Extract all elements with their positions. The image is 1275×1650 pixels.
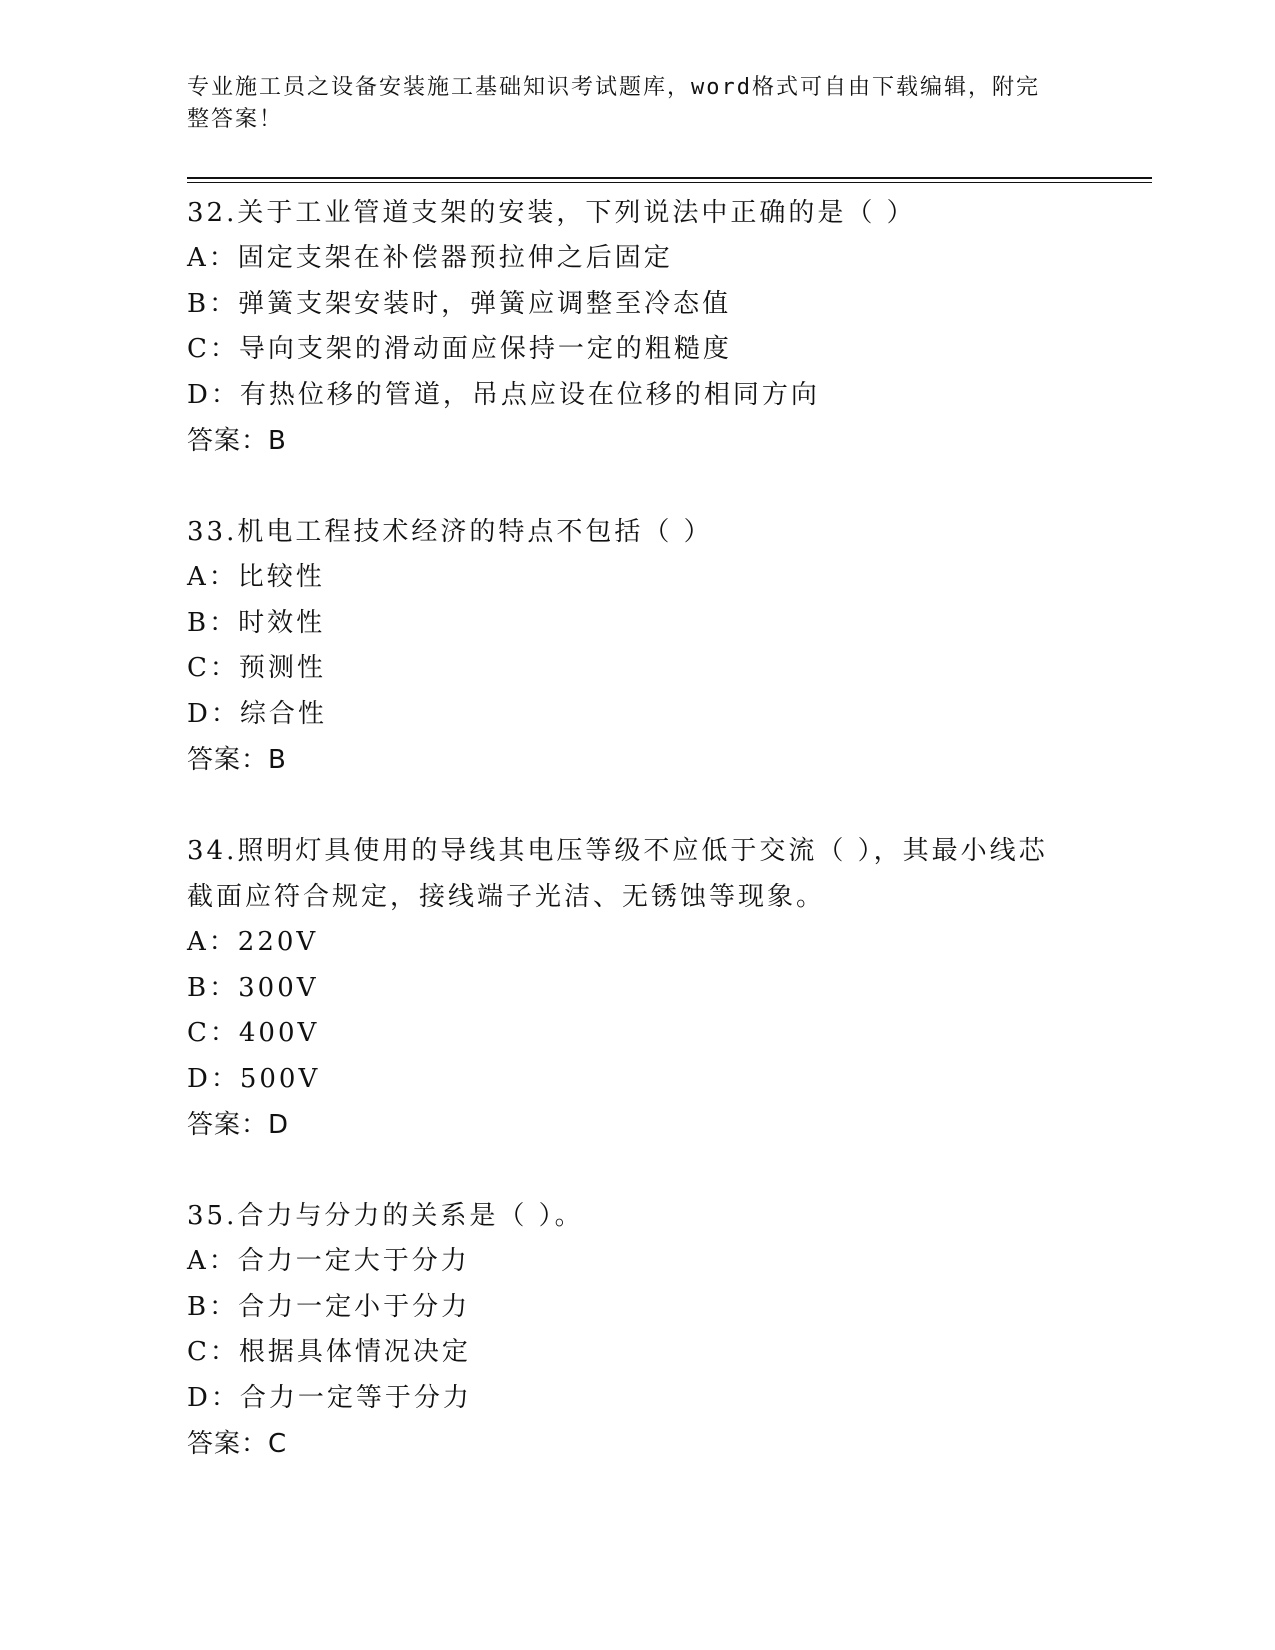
header-divider-thick [187, 177, 1152, 179]
question-32 [187, 190, 1087, 464]
header-title-line-2: 整答案！ [187, 107, 284, 132]
question-34 [187, 828, 1087, 1148]
option-b: B：时效性 [187, 607, 326, 638]
option-c: C：根据具体情况决定 [187, 1337, 471, 1367]
question-stem: 35.合力与分力的关系是（ ）。 [187, 1201, 584, 1231]
option-c: C：预测性 [187, 653, 326, 683]
question-stem: 32.关于工业管道支架的安装，下列说法中正确的是（ ） [187, 198, 916, 228]
option-d: D：合力一定等于分力 [187, 1382, 472, 1413]
option-a: A：220V [187, 927, 319, 957]
option-d: D：500V [187, 1063, 321, 1094]
question-list [187, 190, 1087, 1512]
option-a: A：固定支架在补偿器预拉伸之后固定 [187, 243, 673, 273]
option-c: C：导向支架的滑动面应保持一定的粗糙度 [187, 334, 732, 364]
question-35 [187, 1193, 1087, 1467]
option-b: B：300V [187, 972, 319, 1003]
header-divider-thin [187, 182, 1152, 183]
option-b: B：弹簧支架安装时，弹簧应调整至冷态值 [187, 288, 732, 319]
answer-line: 答案：D [187, 1110, 290, 1140]
option-d: D：综合性 [187, 698, 327, 729]
option-a: A：合力一定大于分力 [187, 1246, 470, 1276]
option-a: A：比较性 [187, 562, 325, 592]
option-b: B：合力一定小于分力 [187, 1291, 471, 1322]
option-c: C：400V [187, 1018, 320, 1048]
question-stem: 33.机电工程技术经济的特点不包括（ ） [187, 517, 713, 547]
answer-line: 答案：C [187, 1429, 288, 1459]
question-stem-line-2: 截面应符合规定，接线端子光洁、无锈蚀等现象。 [187, 882, 826, 912]
document-header [187, 72, 1067, 136]
question-33 [187, 509, 1087, 783]
option-d: D：有热位移的管道，吊点应设在位移的相同方向 [187, 379, 820, 410]
question-stem-line-1: 34.照明灯具使用的导线其电压等级不应低于交流（ ），其最小线芯 [187, 836, 1048, 866]
answer-line: 答案：B [187, 426, 287, 456]
header-title-line-1: 专业施工员之设备安装施工基础知识考试题库，word格式可自由下载编辑，附完 [187, 75, 1040, 100]
answer-line: 答案：B [187, 745, 287, 775]
